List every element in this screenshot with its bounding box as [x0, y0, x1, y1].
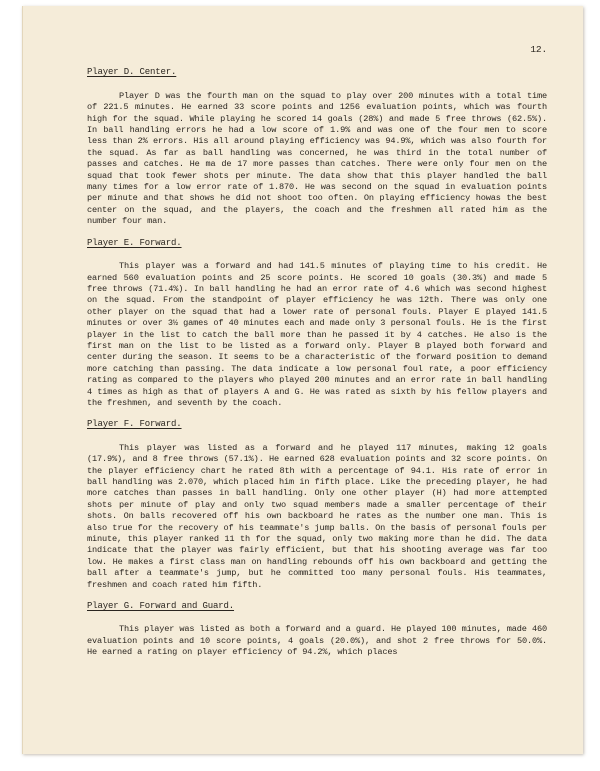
document-page: [22, 6, 583, 754]
section-heading: Player D. Center.: [87, 67, 177, 78]
section-paragraph: This player was a forward and had 141.5 minutes of playing time to his credit. He earned 560 evaluation points and 25 score points. He scored 10 goals (30.3%) and made 5 free throws (71.4%). In ball handling he had an error rate of 4.6 which was second highest on the squad. From the standpoint of player efficiency he was 12th. There was only one other player on the squad that had a lower rate of personal fouls. Player E played 141.5 minutes or over 3½ games of 40 minutes each and made only 3 personal fouls. He is the first player in the list to catch the ball more than he passed it by 4 catches. He also is the first man on the list to be listed as a forward only. Player B played both forward and center during the season. It seems to be a characteristic of the forward position to demand more catching than passing. The data indicate a low personal foul rate, a poor efficiency rating as compared to the players who played 200 minutes and an error rate in ball handling 4 times as high as that of players A and G. He was rated as sixth by his fellow players and the freshmen, and seventh by the coach.: [87, 261, 547, 408]
section-player-d: [87, 67, 547, 227]
page-number: 12.: [530, 44, 547, 55]
section-heading: Player E. Forward.: [87, 237, 182, 248]
section-player-e: [87, 238, 547, 410]
section-paragraph: This player was listed as a forward and he played 117 minutes, making 12 goals (17.9%), and 8 free throws (57.1%). He earned 628 evaluation points and 32 score points. On the player efficiency chart he rated 8th with a percentage of 94.1. His rate of error in ball handling was 2.070, which placed him in fifth place. Like the preceding player, he had more catches than passes in ball handling. Only one other player (H) had more attempted shots per minute of play and only two squad members made a smaller percentage of their shots. On balls recovered off his own backboard he rates as the number one man. This is also true for the recovery of his teammate's jump balls. On the basis of personal fouls per minute, this player ranked 11 th for the squad, only two making more than he did. The data indicate that the player was fairly efficient, but that his shooting average was far too low. He makes a first class man on handling rebounds off his own backboard and getting the ball after a teammate's jump, but he committed too many personal fouls. His teammates, freshmen and coach rated him fifth.: [87, 442, 547, 590]
section-heading: Player F. Forward.: [87, 419, 182, 430]
section-paragraph: Player D was the fourth man on the squad to play over 200 minutes with a total time of 221.5 minutes. He earned 33 score points and 1256 evaluation points, which was fourth high for the squad. While playing he scored 14 goals (28%) and made 5 free throws (62.5%). In ball handling errors he had a low score of 1.9% and was one of the four men to score less than 2% errors. His all around playing efficiency was 94.9%, which was also fourth for the squad. As far as ball handling was concerned, he was third in the total number of passes and catches. He ma de 17 more passes than catches. There were only four men on the squad that took fewer shots per minute. The data show that this player handled the ball many times for a low error rate of 1.870. He was second on the squad in evaluation points per minute and that shows he did not shoot too often. On playing efficiency howas the best center on the squad, and the players, the coach and the freshmen all rated him as the number four man.: [87, 90, 547, 227]
section-player-f: [87, 419, 547, 591]
section-player-g: [87, 601, 547, 659]
section-paragraph: This player was listed as both a forward and a guard. He played 100 minutes, made 460 evaluation points and 10 score points, 4 goals (20.0%), and shot 2 free throws for 50.0%. He earned a rating on player efficiency of 94.2%, which places: [87, 624, 547, 658]
section-heading: Player G. Forward and Guard.: [87, 601, 235, 612]
document-content: [87, 44, 547, 669]
